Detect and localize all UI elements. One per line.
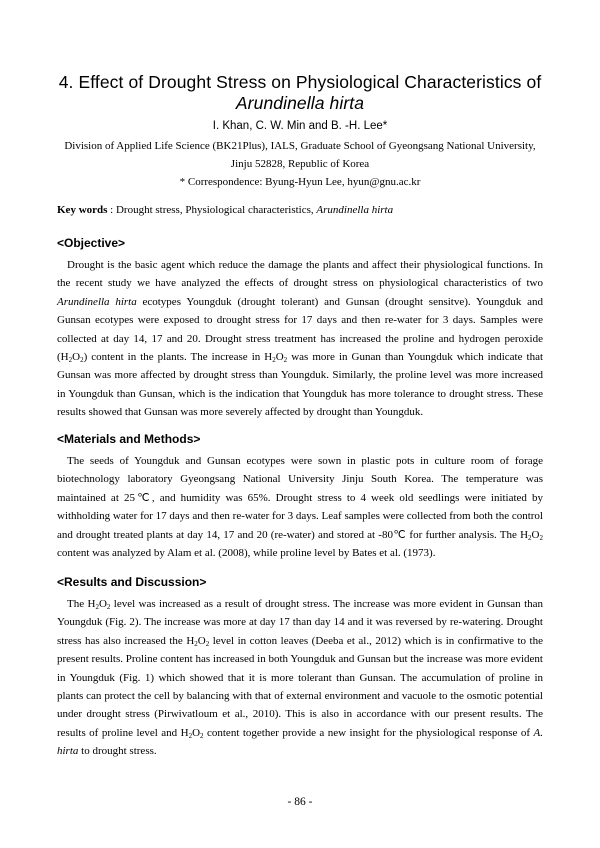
subscript: 2 <box>68 356 73 365</box>
objective-text-6: was more in Gunan than Youngduk which indicate that Gunsan was more affected by drought stress than Youngduk. Similarly, the proline level was more increased in Youngduk than Gunsan, which is the indication that Youngduk has more tolerance to drought stress. These results showed that Gunsan was more severely affected by drought than Youngduk. <box>57 351 544 419</box>
title-line-1: 4. Effect of Drought Stress on Physiological Characteristics of <box>58 72 542 92</box>
paper-title <box>40 72 560 114</box>
subscript: 2 <box>205 639 210 648</box>
affiliation-line-2: Jinju 52828, Republic of Korea <box>230 158 370 170</box>
objective-text-3: O <box>72 351 81 364</box>
results-paragraph <box>57 595 543 761</box>
subscript: 2 <box>95 603 99 611</box>
results-text-8: to drought stress. <box>78 745 157 758</box>
keywords <box>57 201 543 219</box>
results-text-7: content together provide a new insight for the physiological response of <box>203 726 534 739</box>
subscript: 2 <box>200 731 204 740</box>
results-text-5: level in cotton leaves (Deeba et al., 2012) which is in confirmative to the present results. Proline content has increased in both Youngduk and Gunsan but the increase was more evident in Youngduk (Fig. 1) which showed that it is more tolerant than Gunsan. The accumulation of proline in plants can protect the cell by balancing with that of external environment and vacuole to the osmotic potential under drought stress (Pirwivatloum et al., 2010). This is also in accordance with our present results. The results of proline level and H <box>57 634 543 739</box>
results-text-1: The H <box>67 598 96 610</box>
objective-text-2: ecotypes Youngduk (drought tolerant) and Gunsan (drought sensitve). Youngduk and Gunsan ecotypes were exposed to drought stress for 17 days and then re-water for 3 days. Samples were collected at day 14, 17 and 20. Drought stress treatment has increased the proline and hydrogen peroxide (H <box>57 295 543 364</box>
objective-text-4: ) content in the plants. The increase in H <box>83 351 273 364</box>
subscript: 2 <box>80 356 84 365</box>
methods-heading: <Materials and Methods> <box>57 432 201 446</box>
results-text-6: O <box>192 726 201 739</box>
methods-text-1: The seeds of Youngduk and Gunsan ecotypes were sown in plastic pots in culture room of forage biotechnology laboratory Gyeongsang National University Jinju South Korea. The temperature was maintained at 25℃, and humidity was 65%. Drought stress to 4 week old seedlings were initiated by withholding water for 17 days and then re-water for 3 days. Leaf samples were collected from both the control and drought treated plants at day 14, 17 and 20 (re-water) and stored at -80℃ for further analysis. The H <box>57 455 543 541</box>
objective-section <box>57 256 543 422</box>
objective-paragraph <box>57 256 543 422</box>
affiliation-line-1: Division of Applied Life Science (BK21Plus), IALS, Graduate School of Gyeongsang National University, <box>64 140 536 152</box>
title-species: Arundinella hirta <box>235 93 365 113</box>
results-text-2: O <box>98 598 107 610</box>
keywords-species: Arundinella hirta <box>316 204 394 216</box>
paper-header <box>40 72 560 191</box>
objective-heading: <Objective> <box>57 236 126 250</box>
keywords-separator: : <box>107 204 116 216</box>
subscript: 2 <box>283 356 288 365</box>
subscript: 2 <box>188 731 193 740</box>
page-number: - 86 - <box>287 796 313 808</box>
subscript: 2 <box>272 356 276 365</box>
methods-section <box>57 452 543 562</box>
affiliation <box>40 137 560 173</box>
subscript: 2 <box>106 603 111 611</box>
objective-text-1: Drought is the basic agent which reduce the damage the plants and affect their physiological functions. In the recent study we have analyzed the effects of drought stress on physiological characteristics of two <box>57 259 543 290</box>
results-text-4: O <box>197 634 206 647</box>
objective-text-5: O <box>275 351 284 364</box>
authors: I. Khan, C. W. Min and B. -H. Lee* <box>212 120 388 132</box>
keywords-label: Key words <box>57 204 108 216</box>
results-section <box>57 595 543 761</box>
subscript: 2 <box>528 533 532 542</box>
keywords-text: Drought stress, Physiological characteristics, <box>115 204 317 216</box>
methods-text-2: O <box>531 528 540 541</box>
methods-text-3: content was analyzed by Alam et al. (2008), while proline level by Bates et al. (1973). <box>57 547 436 560</box>
results-heading: <Results and Discussion> <box>57 575 207 589</box>
results-species: A. hirta <box>57 726 543 758</box>
objective-species: Arundinella hirta <box>57 295 137 308</box>
correspondence: * Correspondence: Byung-Hyun Lee, hyun@gnu.ac.kr <box>179 176 421 188</box>
results-text-3: level was increased as a result of drought stress. The increase was more evident in Gunsan than Youngduk (Fig. 2). The increase was more at day 17 than day 14 and it was reversed by re-watering. Drought stress has also increased the H <box>57 598 544 647</box>
subscript: 2 <box>194 639 198 648</box>
subscript: 2 <box>539 533 543 542</box>
methods-paragraph <box>57 452 543 562</box>
